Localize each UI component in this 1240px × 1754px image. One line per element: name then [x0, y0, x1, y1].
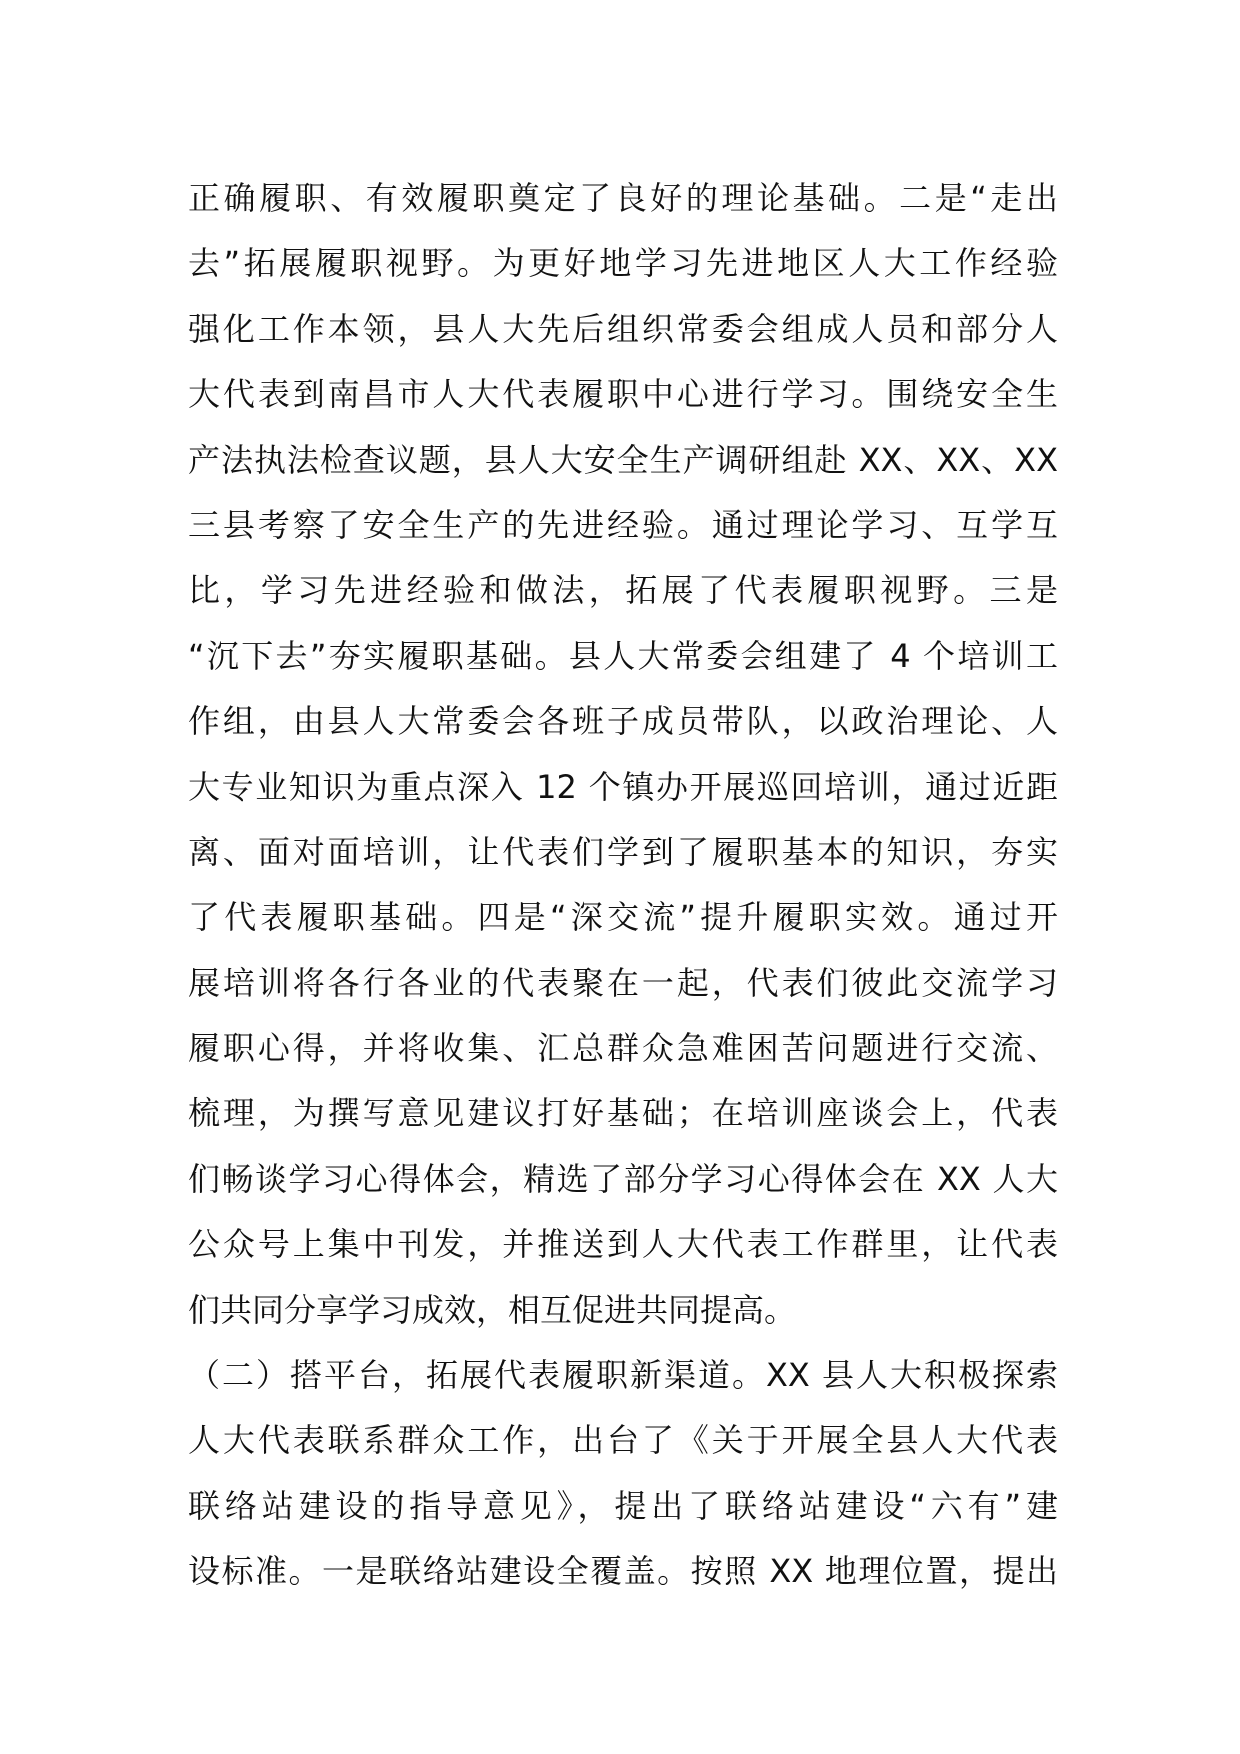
section-heading-line: （二）搭平台，拓展代表履职新渠道。XX 县人大积极探索 — [188, 1356, 1058, 1395]
text-line: 强化工作本领，县人大先后组织常委会组成人员和部分人 — [188, 309, 1058, 348]
text-line: 大代表到南昌市人大代表履职中心进行学习。围绕安全生 — [188, 375, 1058, 414]
text-line: 大专业知识为重点深入 12 个镇办开展巡回培训，通过近距 — [188, 767, 1058, 806]
text-line: 履职心得，并将收集、汇总群众急难困苦问题进行交流、 — [188, 1029, 1058, 1068]
text-line: 们畅谈学习心得体会，精选了部分学习心得体会在 XX 人大 — [188, 1159, 1058, 1198]
text-line: 了代表履职基础。四是“深交流”提升履职实效。通过开 — [188, 898, 1058, 937]
text-line: 公众号上集中刊发，并推送到人大代表工作群里，让代表 — [188, 1225, 1058, 1264]
text-line: 去”拓展履职视野。为更好地学习先进地区人大工作经验 — [188, 244, 1058, 283]
text-line: 比，学习先进经验和做法，拓展了代表履职视野。三是 — [188, 571, 1058, 610]
text-line: “沉下去”夯实履职基础。县人大常委会组建了 4 个培训工 — [188, 636, 1058, 675]
text-line: 作组，由县人大常委会各班子成员带队，以政治理论、人 — [188, 702, 1058, 741]
text-line: 离、面对面培训，让代表们学到了履职基本的知识，夯实 — [188, 832, 1058, 871]
text-line: 三县考察了安全生产的先进经验。通过理论学习、互学互 — [188, 505, 1058, 544]
text-line: 联络站建设的指导意见》，提出了联络站建设“六有”建 — [188, 1486, 1058, 1525]
text-line: 们共同分享学习成效，相互促进共同提高。 — [188, 1290, 797, 1329]
body-text — [188, 166, 1058, 1605]
text-line: 梳理，为撰写意见建议打好基础；在培训座谈会上，代表 — [188, 1094, 1058, 1133]
text-line: 产法执法检查议题，县人大安全生产调研组赴 XX、XX、XX — [188, 440, 1058, 479]
text-line: 人大代表联系群众工作，出台了《关于开展全县人大代表 — [188, 1421, 1058, 1460]
text-line: 正确履职、有效履职奠定了良好的理论基础。二是“走出 — [188, 179, 1058, 217]
text-line: 展培训将各行各业的代表聚在一起，代表们彼此交流学习 — [188, 963, 1058, 1002]
text-line: 设标准。一是联络站建设全覆盖。按照 XX 地理位置，提出 — [188, 1552, 1058, 1591]
